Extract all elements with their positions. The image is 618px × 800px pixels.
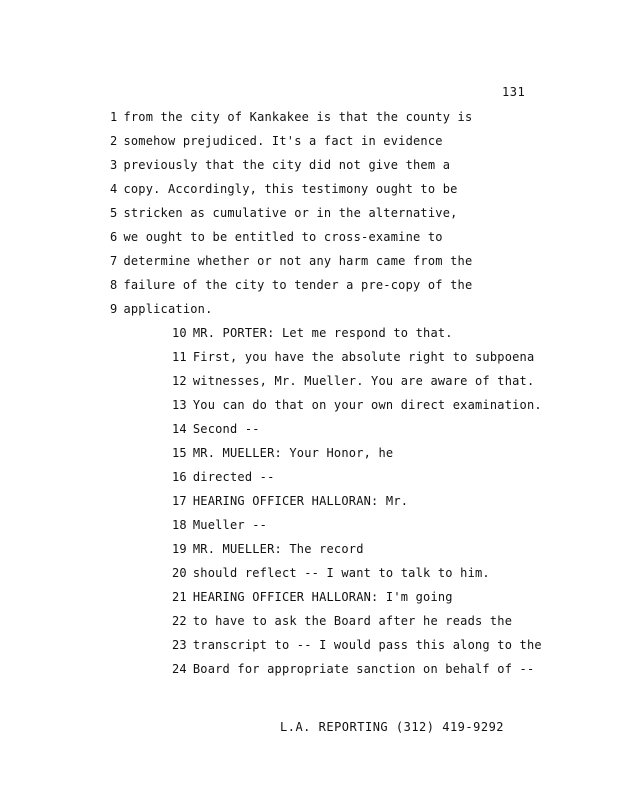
line-text: we ought to be entitled to cross-examine to (123, 230, 443, 244)
line-text: MR. MUELLER: Your Honor, he (192, 446, 394, 460)
line-text: You can do that on your own direct examination. (192, 398, 542, 412)
line-text: transcript to -- I would pass this along to the (192, 638, 542, 652)
line-text: stricken as cumulative or in the alternative, (123, 206, 458, 220)
line-text: Mueller -- (192, 518, 268, 532)
line-text: copy. Accordingly, this testimony ought to be (123, 182, 458, 196)
line-number: 23 (172, 638, 187, 652)
transcript-line (172, 374, 534, 388)
line-text: witnesses, Mr. Mueller. You are aware of that. (192, 374, 535, 388)
line-number: 19 (172, 542, 187, 556)
line-number: 22 (172, 614, 187, 628)
line-text: MR. MUELLER: The record (192, 542, 364, 556)
line-text: HEARING OFFICER HALLORAN: Mr. (192, 494, 409, 508)
line-text: failure of the city to tender a pre-copy of the (123, 278, 473, 292)
line-number: 2 (110, 134, 118, 148)
line-number: 16 (172, 470, 187, 484)
transcript-line (172, 542, 364, 556)
line-number: 13 (172, 398, 187, 412)
line-text: determine whether or not any harm came from the (123, 254, 473, 268)
line-number: 10 (172, 326, 187, 340)
line-text: application. (123, 302, 213, 316)
line-text: First, you have the absolute right to subpoena (192, 350, 535, 364)
line-number: 18 (172, 518, 187, 532)
transcript-line (110, 158, 450, 172)
transcript-line (110, 134, 443, 148)
line-number: 15 (172, 446, 187, 460)
line-number: 5 (110, 206, 118, 220)
line-text: MR. PORTER: Let me respond to that. (192, 326, 453, 340)
line-text: should reflect -- I want to talk to him. (192, 566, 490, 580)
transcript-line (172, 566, 490, 580)
line-text: Second -- (192, 422, 260, 436)
transcript-line (172, 662, 534, 676)
line-number: 20 (172, 566, 187, 580)
transcript-line (110, 278, 472, 292)
transcript-line (172, 326, 453, 340)
line-number: 21 (172, 590, 187, 604)
transcript-line (110, 230, 443, 244)
line-number: 12 (172, 374, 187, 388)
transcript-line (110, 110, 472, 124)
line-number: 17 (172, 494, 187, 508)
transcript-line (110, 206, 458, 220)
line-text: from the city of Kankakee is that the county is (123, 110, 473, 124)
transcript-line (172, 470, 275, 484)
transcript-line (172, 590, 453, 604)
line-text: directed -- (192, 470, 275, 484)
transcript-line (172, 638, 542, 652)
line-text: previously that the city did not give them a (123, 158, 451, 172)
line-number: 3 (110, 158, 118, 172)
transcript-line (172, 518, 267, 532)
line-text: Board for appropriate sanction on behalf of -- (192, 662, 535, 676)
transcript-line (172, 422, 260, 436)
line-number: 6 (110, 230, 118, 244)
line-number: 14 (172, 422, 187, 436)
line-text: somehow prejudiced. It's a fact in evidence (123, 134, 443, 148)
transcript-line (110, 254, 472, 268)
transcript-line (110, 302, 213, 316)
line-text: HEARING OFFICER HALLORAN: I'm going (192, 590, 453, 604)
line-number: 7 (110, 254, 118, 268)
footer-reporting: L.A. REPORTING (312) 419-9292 (280, 720, 505, 734)
line-number: 4 (110, 182, 118, 196)
transcript-line (172, 350, 534, 364)
line-number: 24 (172, 662, 187, 676)
line-number: 11 (172, 350, 187, 364)
transcript-line (172, 446, 393, 460)
transcript-line (172, 614, 512, 628)
line-number: 8 (110, 278, 118, 292)
transcript-line (110, 182, 458, 196)
line-number: 1 (110, 110, 118, 124)
transcript-line (172, 398, 542, 412)
line-text: to have to ask the Board after he reads the (192, 614, 513, 628)
transcript-line (172, 494, 408, 508)
page-number: 131 (502, 85, 526, 99)
line-number: 9 (110, 302, 118, 316)
